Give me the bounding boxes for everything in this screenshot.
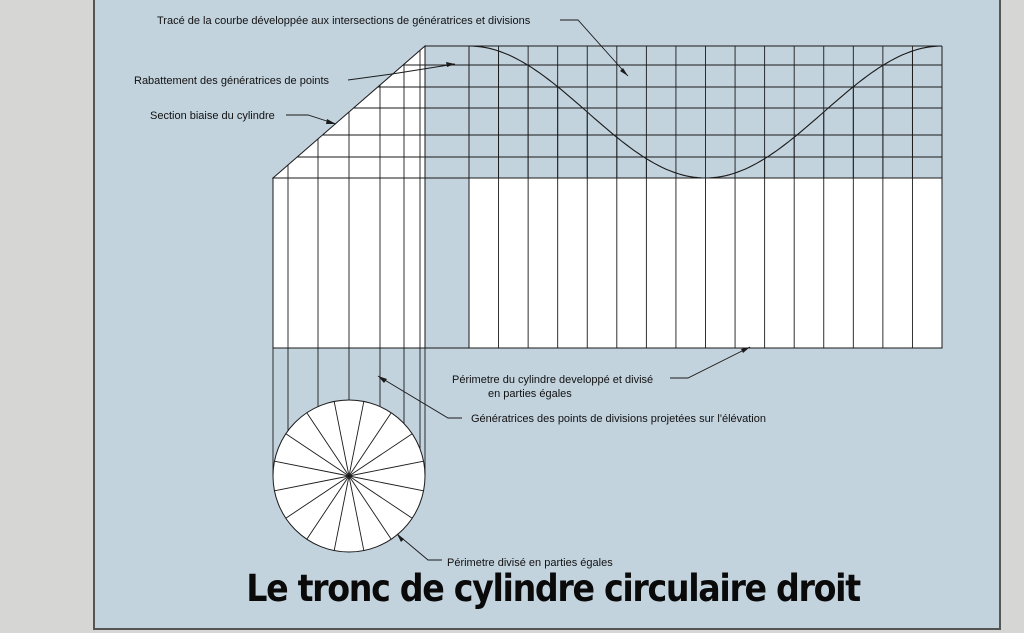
label-section: Section biaise du cylindre [150,110,275,122]
label-generatrices: Génératrices des points de divisions projetées sur l'élévation [471,413,766,425]
label-curve: Tracé de la courbe développée aux intersections de génératrices et divisions [157,15,531,27]
label-perimeter-developed: Périmetre du cylindre developpé et divisé [452,374,654,386]
label-perimeter-divided: Périmetre divisé en parties égales [447,557,613,569]
label-rabattement: Rabattement des génératrices de points [134,75,330,87]
label-perimeter-developed-2: en parties égales [488,388,572,400]
page-title: Le tronc de cylindre circulaire droit [246,567,860,610]
